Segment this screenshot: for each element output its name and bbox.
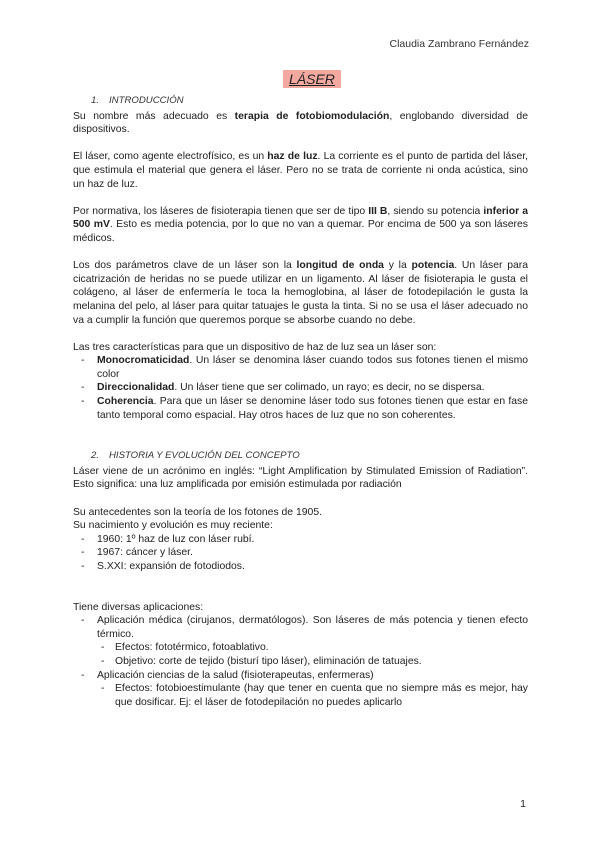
bold-term: potencia xyxy=(411,260,455,272)
section-title: HISTORIA Y EVOLUCIÓN DEL CONCEPTO xyxy=(109,450,300,462)
list-item: - S.XXI: expansión de fotodiodos. xyxy=(73,560,528,574)
text: . Un láser para cicatrización de heridas no se puede utilizar en un ligamento. Al láser de fisioterapia le gusta el colágeno, al láser de enfermería le toca la hemoglobina, al láser de fotodepilación le gusta la melanina del pelo, al láser para quitar tatuajes le gusta la tinta. Si no se usa el láser adecuado no va a cumplir la función que queremos porque se absorbe cuando no debe. xyxy=(73,260,528,326)
list-item: - Objetivo: corte de tejido (bisturí tipo láser), eliminación de tatuajes. xyxy=(73,655,528,669)
paragraph: Tiene diversas aplicaciones: xyxy=(73,601,204,613)
text: . Para que un láser se denomine láser todo sus fotones tienen que estar en fase tanto temporal como espacial. Hay otros haces de luz que no son coherentes. xyxy=(97,396,528,421)
list-item xyxy=(73,354,528,381)
list-item: - 1967: cáncer y láser. xyxy=(73,546,528,560)
list-item: - 1960: 1º haz de luz con láser rubí. xyxy=(73,533,528,547)
timeline-list xyxy=(73,533,528,574)
text: . Esto es media potencia, por lo que no van a quemar. Por encima de 500 ya son láseres médicos. xyxy=(73,219,528,244)
applications-list xyxy=(73,614,528,641)
text: El láser, como agente electrofísico, es un xyxy=(73,151,268,163)
text: Por normativa, los láseres de fisioterapia tienen que ser de tipo xyxy=(73,205,369,217)
paragraph: Su nacimiento y evolución es muy reciente: xyxy=(73,520,273,532)
text: , siendo su potencia xyxy=(387,205,484,217)
feature-list xyxy=(73,354,528,422)
sub-list xyxy=(73,682,528,709)
text: , englobando diversidad de dispositivos. xyxy=(73,110,528,136)
text: . Un láser tiene que ser colimado, un rayo; es decir, no se dispersa. xyxy=(174,382,485,394)
text: Los dos parámetros clave de un láser son la xyxy=(73,260,297,272)
text: y la xyxy=(383,260,412,272)
bold-term: Direccionalidad xyxy=(97,382,175,394)
paragraph: Su antecedentes son la teoría de los fotones de 1905. xyxy=(73,506,322,518)
paragraph xyxy=(73,110,528,137)
bold-term: inferior a 500 mV xyxy=(73,205,528,231)
bold-term: haz de luz xyxy=(267,151,318,163)
page-number: 1 xyxy=(520,798,526,810)
paragraph xyxy=(73,150,528,191)
section-number: 2. xyxy=(91,450,100,462)
applications-list xyxy=(73,669,528,683)
text: . La corriente es el punto de partida del láser, que estimula el material que genera el láser. Pero no se trata de corriente ni onda acústica, sino un haz de luz. xyxy=(73,151,528,190)
header-author: Claudia Zambrano Fernández xyxy=(389,38,529,50)
section-heading-2 xyxy=(91,449,528,463)
list-item: - Aplicación médica (cirujanos, dermatólogos). Son láseres de más potencia y tienen efecto térmico. xyxy=(73,614,528,641)
paragraph xyxy=(73,259,528,327)
section-heading-1 xyxy=(91,94,528,108)
list-item: - Efectos: fototérmico, fotoablativo. xyxy=(73,641,528,655)
bold-term: Coherencia xyxy=(97,396,154,408)
bold-term: III B xyxy=(368,205,388,217)
text: . Un láser se denomina láser cuando todos sus fotones tienen el mismo color xyxy=(97,355,528,380)
section-title: INTRODUCCIÓN xyxy=(109,95,184,106)
list-item xyxy=(73,381,528,395)
paragraph: Láser viene de un acrónimo en inglés: “Light Amplification by Stimulated Emission of Radiation”. Esto significa: una luz amplificada por emisión estimulada por radiación xyxy=(73,465,528,491)
list-item xyxy=(73,395,528,422)
text: Su nombre más adecuado es xyxy=(73,110,235,122)
paragraph xyxy=(73,205,528,246)
document-body xyxy=(73,94,528,709)
bold-term: Monocromaticidad xyxy=(97,355,190,367)
page-title: LÁSER xyxy=(283,70,341,88)
list-item: - Efectos: fotobioestimulante (hay que tener en cuenta que no siempre más es mejor, hay que dosificar. Ej: el láser de fotodepilación no puedes aplicarlo xyxy=(73,682,528,709)
sub-list xyxy=(73,641,528,668)
bold-term: longitud de onda xyxy=(296,260,384,272)
paragraph: Las tres características para que un dispositivo de haz de luz sea un láser son: xyxy=(73,341,437,353)
section-number: 1. xyxy=(91,95,100,106)
bold-term: terapia de fotobiomodulación xyxy=(234,110,390,122)
list-item: - Aplicación ciencias de la salud (fisioterapeutas, enfermeras) xyxy=(73,669,528,683)
